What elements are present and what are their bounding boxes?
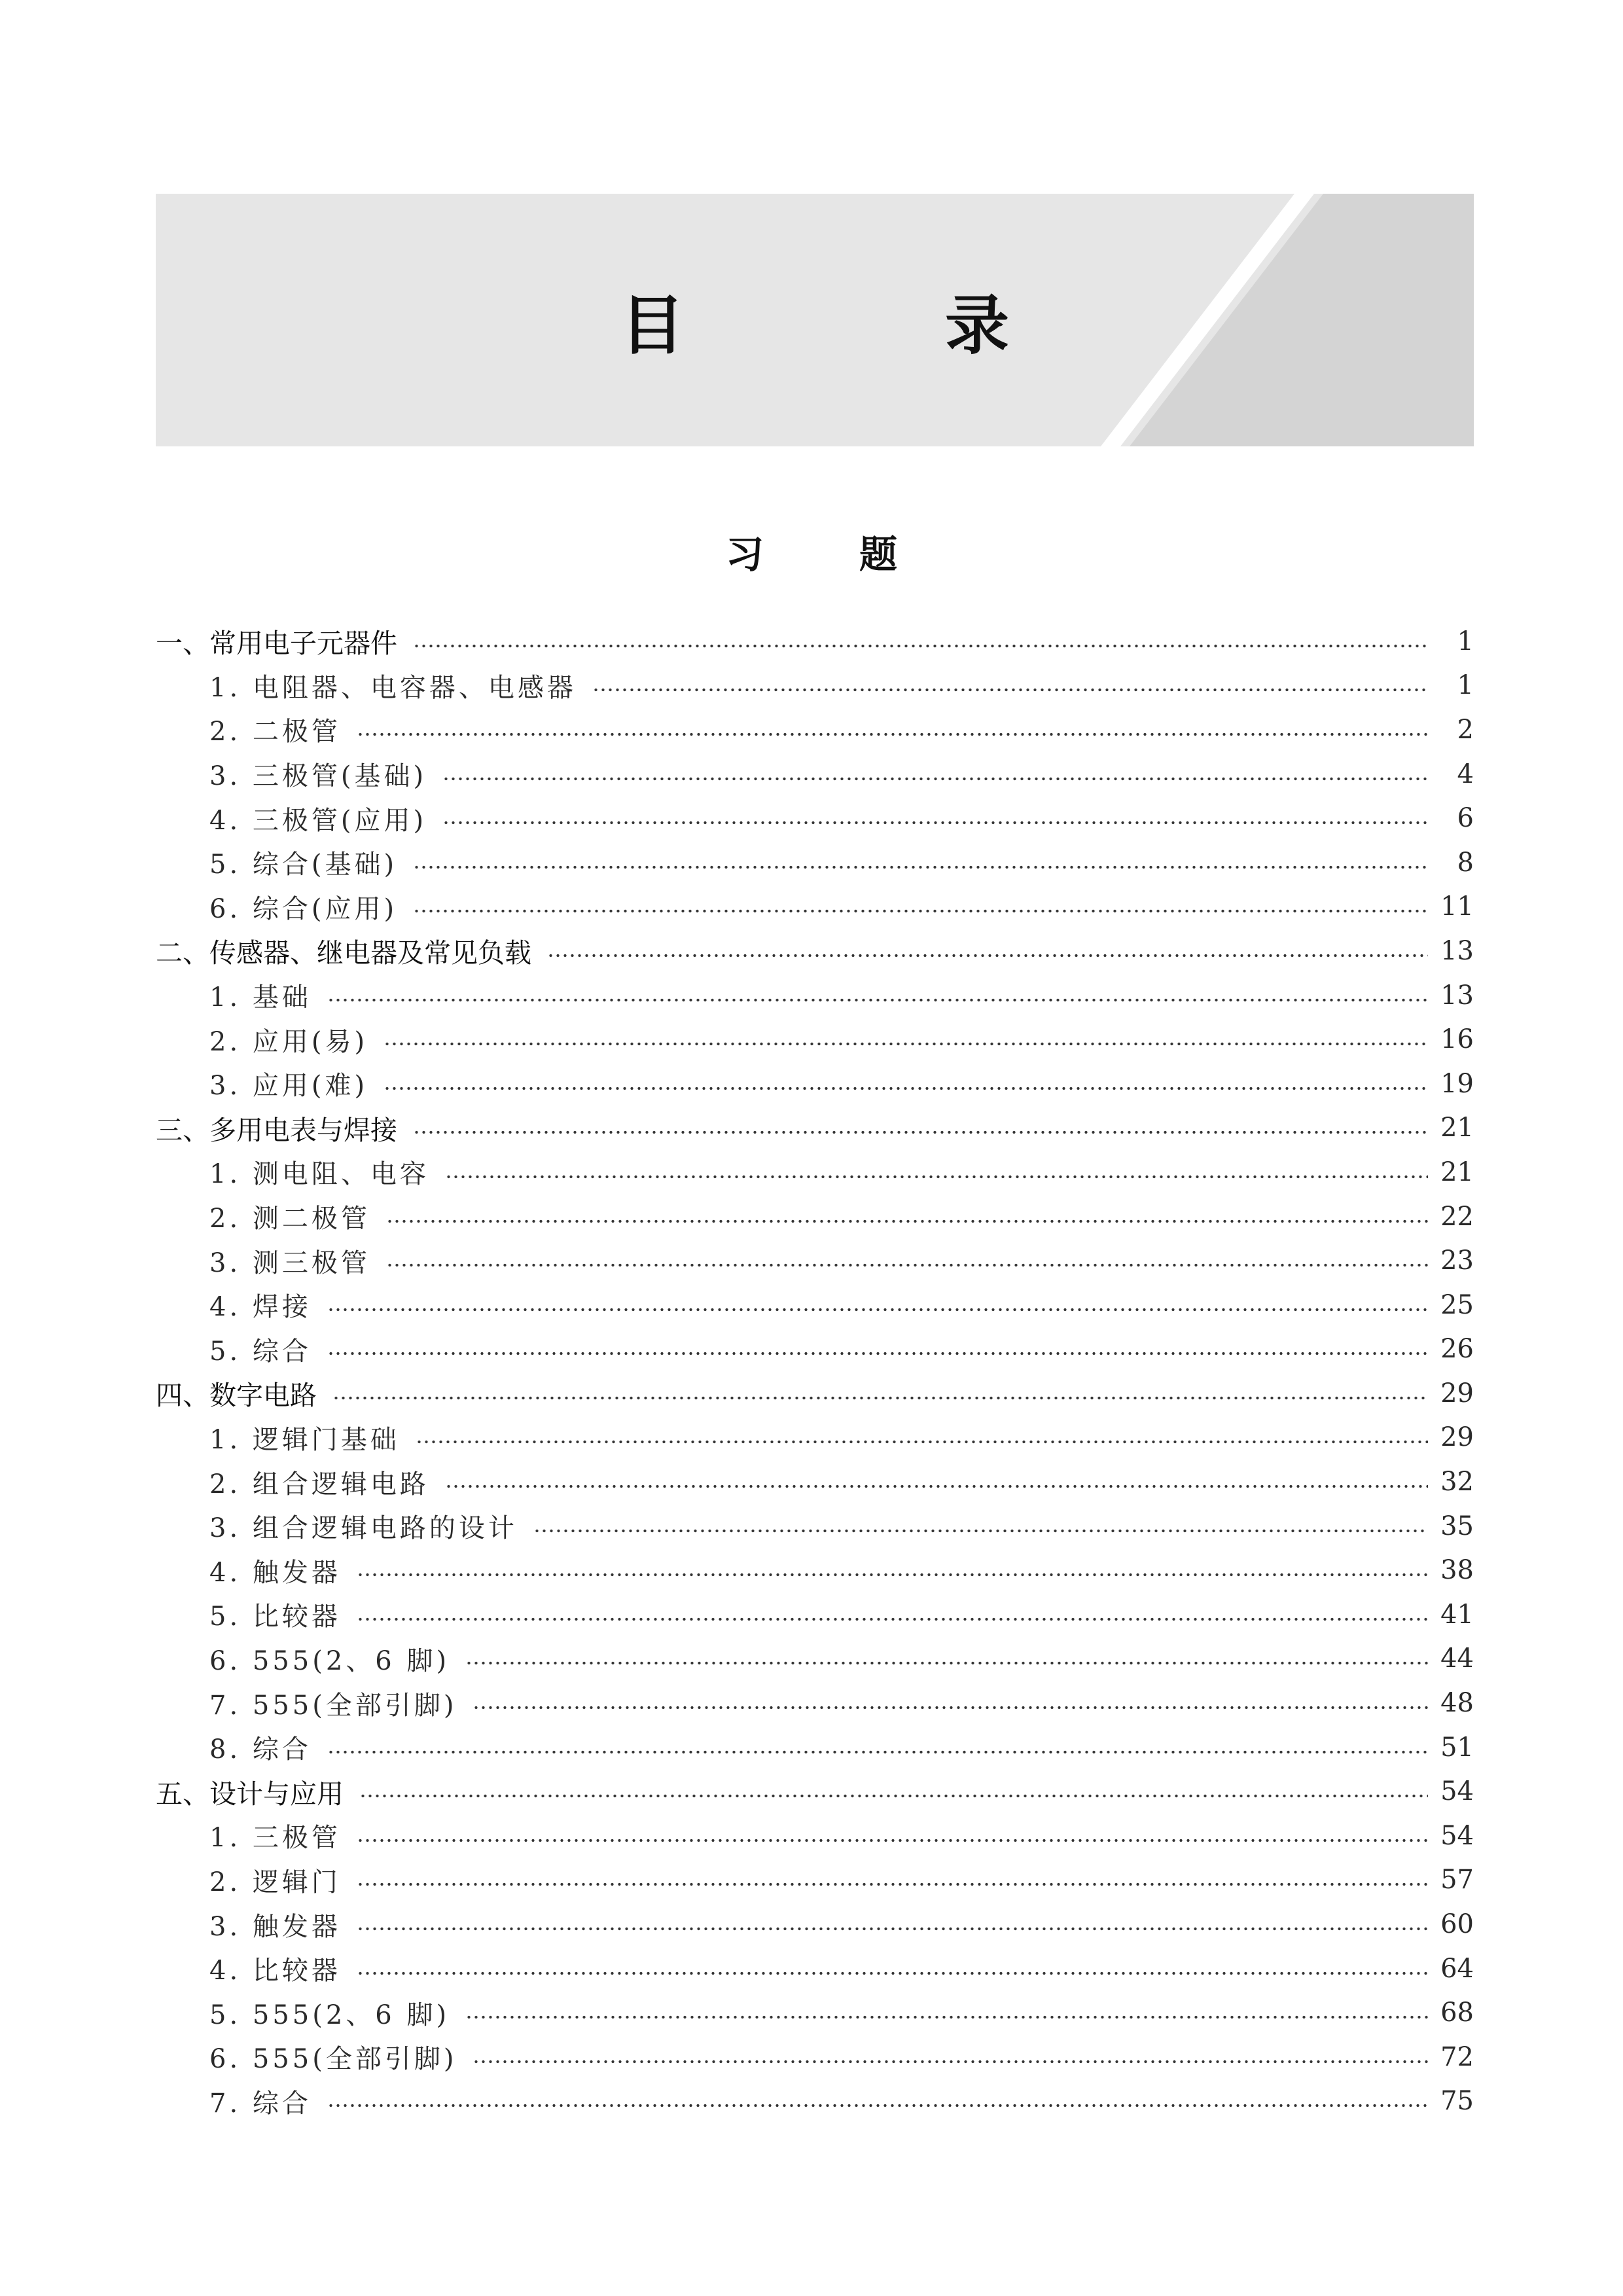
toc-chapter[interactable] [156,929,1474,973]
toc-item[interactable] [156,752,1474,797]
toc-item-label: 2. 应用(易) [209,1026,368,1057]
toc-item-label: 7. 555(全部引脚) [209,1690,457,1721]
toc-item-label: 3. 触发器 [209,1911,341,1942]
page-number: 6 [1457,803,1474,834]
page-number: 21 [1440,1113,1474,1143]
dot-leader [547,954,1428,958]
page-number: 11 [1440,891,1474,922]
page-number: 72 [1440,2041,1474,2072]
dot-leader [465,1661,1428,1665]
page-number: 8 [1457,847,1474,878]
page-number: 44 [1440,1643,1474,1674]
page-number: 16 [1440,1024,1474,1055]
toc-item[interactable] [156,1504,1474,1549]
dot-leader [327,998,1428,1002]
page-number: 13 [1440,935,1474,966]
dot-leader [327,1308,1428,1312]
page-number: 57 [1440,1865,1474,1895]
toc-item[interactable] [156,1238,1474,1283]
toc-item[interactable] [156,1150,1474,1194]
page-number: 13 [1440,980,1474,1011]
toc-item[interactable] [156,973,1474,1018]
toc-item[interactable] [156,1194,1474,1239]
toc-item[interactable] [156,2079,1474,2124]
dot-leader [357,1882,1428,1886]
dot-leader [413,644,1428,648]
toc-item[interactable] [156,1460,1474,1504]
page-number: 25 [1440,1289,1474,1320]
dot-leader [357,1617,1428,1621]
section-heading: 习 题 [725,532,926,577]
toc-item-label: 1. 电阻器、电容器、电感器 [209,672,577,703]
toc-item[interactable] [156,1416,1474,1460]
dot-leader [327,1352,1428,1355]
toc-item[interactable] [156,1681,1474,1725]
toc-chapter[interactable] [156,1371,1474,1416]
page-number: 51 [1440,1732,1474,1763]
page-number: 26 [1440,1334,1474,1365]
dot-leader [332,1396,1428,1400]
toc-item[interactable] [156,1858,1474,1903]
dot-leader [357,1971,1428,1975]
toc-item-label: 1. 三极管 [209,1823,341,1854]
page-number: 41 [1440,1599,1474,1630]
dot-leader [416,1440,1428,1444]
toc-item[interactable] [156,1946,1474,1991]
toc-item-label: 5. 555(2、6 脚) [209,2000,450,2030]
dot-leader [473,1706,1428,1710]
dot-leader [445,1175,1428,1179]
toc-item-label: 4. 触发器 [209,1557,341,1588]
toc-item[interactable] [156,1283,1474,1327]
page-number: 29 [1440,1378,1474,1408]
toc-item-label: 2. 组合逻辑电路 [209,1469,429,1499]
page-number: 22 [1440,1201,1474,1232]
dot-leader [465,2015,1428,2019]
dot-leader [413,1130,1428,1134]
toc-item-label: 2. 二极管 [209,717,341,747]
dot-leader [442,777,1428,781]
dot-leader [359,1794,1428,1798]
dot-leader [383,1086,1428,1090]
page-number: 1 [1457,626,1474,656]
toc-item-label: 2. 逻辑门 [209,1867,341,1897]
dot-leader [383,1042,1428,1046]
page-number: 54 [1440,1820,1474,1851]
toc-item[interactable] [156,840,1474,885]
dot-leader [533,1529,1428,1533]
toc-item[interactable] [156,1902,1474,1946]
toc-item[interactable] [156,1017,1474,1062]
dot-leader [327,2104,1428,2108]
toc-chapter-label: 三、多用电表与焊接 [156,1114,397,1146]
page-number: 75 [1440,2086,1474,2117]
page-number: 60 [1440,1909,1474,1940]
toc-item-label: 5. 综合 [209,1336,312,1367]
toc-item-label: 6. 综合(应用) [209,893,398,924]
toc-item[interactable] [156,1592,1474,1637]
toc-item-label: 3. 组合逻辑电路的设计 [209,1513,518,1544]
toc-item-label: 3. 应用(难) [209,1071,368,1102]
toc-item[interactable] [156,2035,1474,2079]
toc-chapter-label: 五、设计与应用 [156,1778,344,1810]
toc-item[interactable] [156,1327,1474,1372]
toc-chapter[interactable] [156,1106,1474,1151]
toc-item-label: 5. 综合(基础) [209,850,398,880]
toc-item[interactable] [156,1814,1474,1858]
dot-leader [473,2060,1428,2064]
toc-item-label: 1. 测电阻、电容 [209,1159,429,1190]
table-of-contents [156,619,1474,2123]
dot-leader [445,1484,1428,1488]
toc-item-label: 2. 测二极管 [209,1204,370,1234]
toc-item[interactable] [156,1990,1474,2035]
dot-leader [357,1573,1428,1577]
page-number: 21 [1440,1157,1474,1187]
page-number: 64 [1440,1953,1474,1984]
page-number: 35 [1440,1511,1474,1541]
toc-item-label: 4. 焊接 [209,1292,312,1323]
page-number: 38 [1440,1555,1474,1586]
toc-item-label: 5. 比较器 [209,1602,341,1632]
dot-leader [357,1839,1428,1842]
toc-item[interactable] [156,664,1474,708]
dot-leader [592,688,1428,692]
page-title: 目 录 [620,288,1107,363]
page-number: 29 [1440,1422,1474,1453]
toc-item-label: 6. 555(2、6 脚) [209,1645,450,1676]
page-number: 48 [1440,1688,1474,1719]
toc-item-label: 4. 比较器 [209,1956,341,1986]
toc-item[interactable] [156,1637,1474,1681]
dot-leader [386,1219,1428,1223]
toc-chapter-label: 一、常用电子元器件 [156,628,397,660]
dot-leader [357,732,1428,736]
page-number: 23 [1440,1246,1474,1276]
toc-chapter[interactable] [156,619,1474,664]
page-number: 4 [1457,759,1474,789]
toc-item[interactable] [156,708,1474,752]
toc-item-label: 3. 三极管(基础) [209,761,427,792]
toc-item-label: 4. 三极管(应用) [209,805,427,836]
dot-leader [413,909,1428,913]
toc-item-label: 1. 基础 [209,982,312,1013]
toc-item[interactable] [156,1725,1474,1770]
page-number: 1 [1457,670,1474,701]
toc-item[interactable] [156,885,1474,929]
toc-item-label: 6. 555(全部引脚) [209,2044,457,2075]
toc-item-label: 7. 综合 [209,2088,312,2119]
toc-item[interactable] [156,1548,1474,1592]
page-number: 32 [1440,1467,1474,1498]
toc-item[interactable] [156,796,1474,840]
toc-item-label: 8. 综合 [209,1734,312,1765]
dot-leader [357,1927,1428,1931]
title-banner [156,194,1474,446]
page-number: 54 [1440,1776,1474,1807]
toc-chapter-label: 四、数字电路 [156,1380,317,1412]
toc-chapter-label: 二、传感器、继电器及常见负载 [156,937,531,969]
toc-item[interactable] [156,1062,1474,1106]
dot-leader [413,865,1428,869]
page-number: 68 [1440,1998,1474,2028]
toc-item-label: 1. 逻辑门基础 [209,1424,400,1455]
dot-leader [327,1750,1428,1754]
page-number: 19 [1440,1068,1474,1099]
toc-item-label: 3. 测三极管 [209,1247,370,1278]
dot-leader [386,1263,1428,1267]
page-number: 2 [1457,714,1474,745]
dot-leader [442,821,1428,825]
toc-chapter[interactable] [156,1769,1474,1814]
